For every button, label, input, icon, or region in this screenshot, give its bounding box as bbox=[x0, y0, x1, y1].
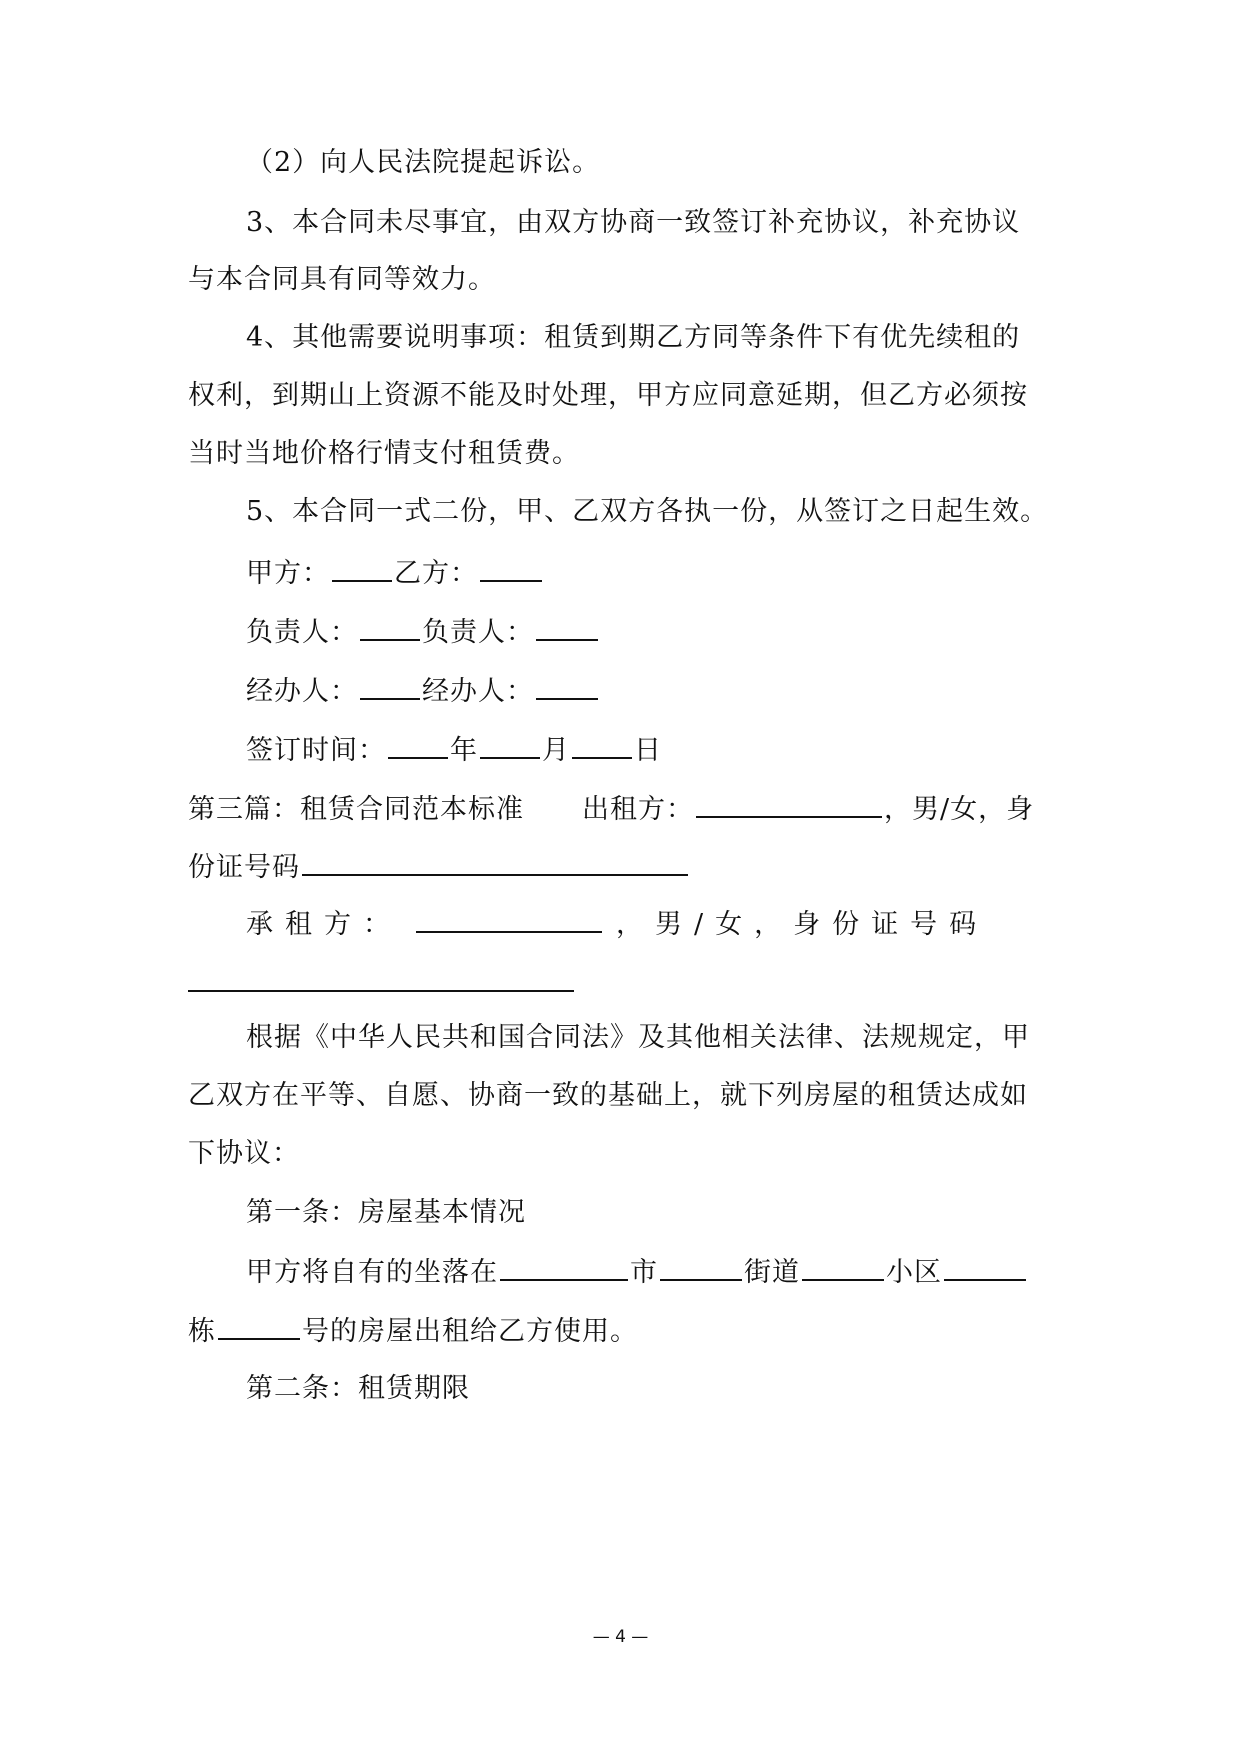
year-blank[interactable] bbox=[388, 729, 448, 759]
building-label: 栋 bbox=[188, 1316, 216, 1347]
party-b-label: 乙方： bbox=[394, 558, 478, 589]
signature-date-line bbox=[246, 729, 662, 771]
page-number: — 4 — bbox=[592, 1627, 649, 1647]
lessee-gender: ，男/女，身份证号码 bbox=[616, 909, 989, 940]
chapter3-heading-line bbox=[188, 788, 1034, 830]
article1-location-line bbox=[246, 1251, 1028, 1293]
responsible-a-blank[interactable] bbox=[360, 611, 420, 641]
responsible-b-label: 负责人： bbox=[422, 617, 534, 648]
city-blank[interactable] bbox=[500, 1251, 628, 1281]
lessor-id-line bbox=[188, 846, 690, 888]
handler-a-label: 经办人： bbox=[246, 676, 358, 707]
para-other-3: 当时当地价格行情支付租赁费。 bbox=[188, 438, 580, 469]
district-label: 小区 bbox=[886, 1257, 942, 1288]
lessee-id-line bbox=[188, 962, 576, 1004]
article2-title: 第二条：租赁期限 bbox=[246, 1373, 470, 1404]
signature-party-line bbox=[246, 552, 544, 594]
street-label: 街道 bbox=[744, 1257, 800, 1288]
signature-handler-line bbox=[246, 670, 600, 712]
article1-building-line bbox=[188, 1310, 638, 1352]
handler-b-label: 经办人： bbox=[422, 676, 534, 707]
lessor-id-label: 份证号码 bbox=[188, 852, 300, 883]
lessor-gender: ，男/女，身 bbox=[884, 794, 1035, 825]
article1-suffix: 号的房屋出租给乙方使用。 bbox=[302, 1316, 638, 1347]
number-blank[interactable] bbox=[218, 1310, 300, 1340]
para-lawsuit: （2）向人民法院提起诉讼。 bbox=[246, 147, 601, 178]
chapter3-title: 第三篇：租赁合同范本标准 bbox=[188, 794, 524, 825]
month-label: 月 bbox=[542, 735, 570, 766]
day-blank[interactable] bbox=[572, 729, 632, 759]
lessor-label: 出租方： bbox=[582, 794, 694, 825]
para-law-2: 乙双方在平等、自愿、协商一致的基础上，就下列房屋的租赁达成如 bbox=[188, 1080, 1028, 1111]
building-blank-1[interactable] bbox=[944, 1251, 1026, 1281]
street-blank[interactable] bbox=[660, 1251, 742, 1281]
handler-b-blank[interactable] bbox=[536, 670, 598, 700]
city-label: 市 bbox=[630, 1257, 658, 1288]
party-a-label: 甲方： bbox=[246, 558, 330, 589]
lessee-blank[interactable] bbox=[416, 903, 602, 933]
day-label: 日 bbox=[634, 735, 662, 766]
party-b-blank[interactable] bbox=[480, 552, 542, 582]
responsible-a-label: 负责人： bbox=[246, 617, 358, 648]
lessee-label: 承租方： bbox=[246, 909, 402, 940]
signature-responsible-line bbox=[246, 611, 600, 653]
para-supplement-1: 3、本合同未尽事宜，由双方协商一致签订补充协议，补充协议 bbox=[246, 207, 1021, 238]
lessor-id-blank[interactable] bbox=[302, 846, 688, 876]
para-other-1: 4、其他需要说明事项：租赁到期乙方同等条件下有优先续租的 bbox=[246, 322, 1021, 353]
lessor-blank[interactable] bbox=[696, 788, 882, 818]
para-law-3: 下协议： bbox=[188, 1138, 300, 1169]
handler-a-blank[interactable] bbox=[360, 670, 420, 700]
article1-title: 第一条：房屋基本情况 bbox=[246, 1197, 526, 1228]
para-law-1: 根据《中华人民共和国合同法》及其他相关法律、法规规定，甲 bbox=[246, 1022, 1030, 1053]
sign-time-label: 签订时间： bbox=[246, 735, 386, 766]
article1-location-prefix: 甲方将自有的坐落在 bbox=[246, 1257, 498, 1288]
lessee-id-blank[interactable] bbox=[188, 962, 574, 992]
year-label: 年 bbox=[450, 735, 478, 766]
district-blank[interactable] bbox=[802, 1251, 884, 1281]
responsible-b-blank[interactable] bbox=[536, 611, 598, 641]
lessee-line bbox=[246, 903, 988, 945]
para-other-2: 权利，到期山上资源不能及时处理，甲方应同意延期，但乙方必须按 bbox=[188, 380, 1028, 411]
party-a-blank[interactable] bbox=[332, 552, 392, 582]
para-supplement-2: 与本合同具有同等效力。 bbox=[188, 264, 496, 295]
month-blank[interactable] bbox=[480, 729, 540, 759]
para-copies: 5、本合同一式二份，甲、乙双方各执一份，从签订之日起生效。 bbox=[246, 496, 1049, 527]
